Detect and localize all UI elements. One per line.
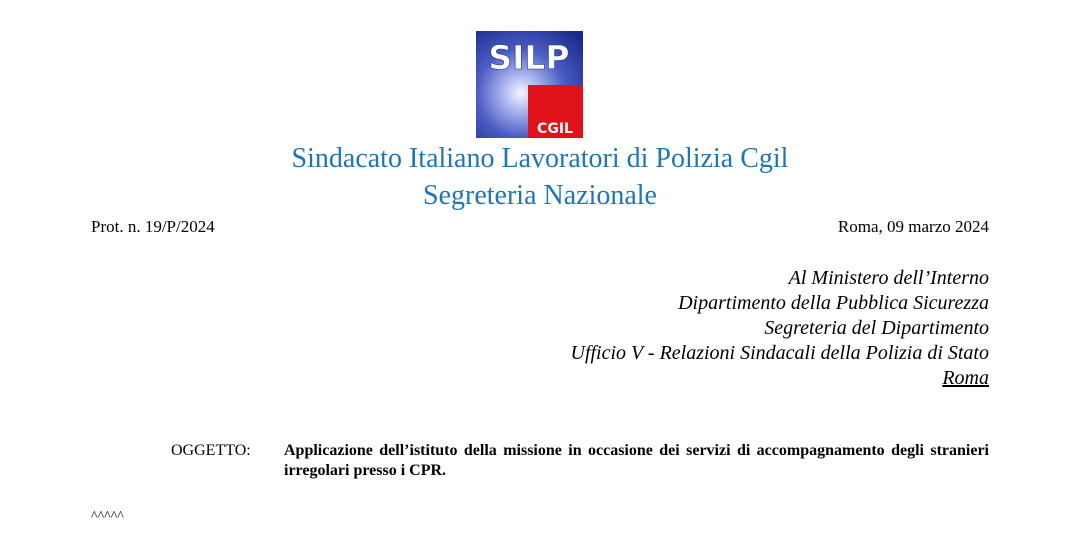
- recipient-line: Dipartimento della Pubblica Sicurezza: [678, 292, 989, 314]
- recipient-block: [369, 266, 989, 391]
- protocol-number: Prot. n. 19/P/2024: [91, 217, 215, 236]
- organization-name: Sindacato Italiano Lavoratori di Polizia Cgil: [291, 143, 789, 174]
- subject-text: Applicazione dell’istituto della missione in occasione dei servizi di accompagnamento degli stranieri irregolari presso i CPR.: [284, 442, 989, 479]
- recipient-line: Ufficio V - Relazioni Sindacali della Polizia di Stato: [570, 342, 989, 364]
- subject-label: OGGETTO:: [171, 442, 251, 459]
- recipient-city: Roma: [942, 367, 989, 389]
- logo-main-text: SILP: [488, 38, 570, 77]
- recipient-line: Segreteria del Dipartimento: [764, 317, 989, 339]
- organization-department: Segreteria Nazionale: [423, 180, 657, 211]
- silp-cgil-logo: [476, 31, 583, 138]
- place-date: Roma, 09 marzo 2024: [837, 217, 989, 236]
- logo-sub-text: CGIL: [537, 121, 573, 137]
- section-separator: ^^^^^: [91, 509, 124, 524]
- recipient-line: Al Ministero dell’Interno: [788, 267, 989, 289]
